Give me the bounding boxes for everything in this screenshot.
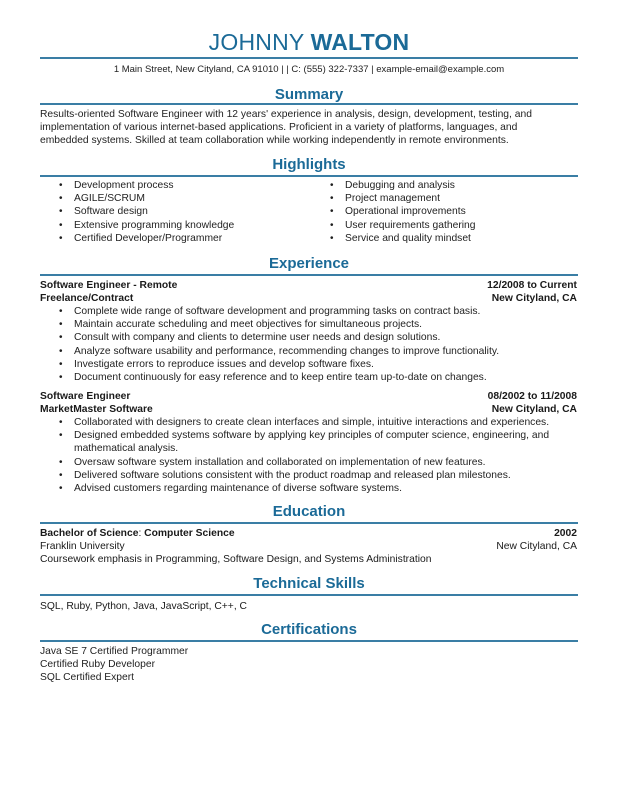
skills-list: SQL, Ruby, Python, Java, JavaScript, C++, C xyxy=(40,601,247,612)
experience-divider xyxy=(40,274,578,276)
job-bullet: • Advised customers regarding maintenance of diverse software systems. xyxy=(43,482,563,495)
certification-item: Java SE 7 Certified Programmer xyxy=(40,646,189,657)
job-bullet: • Investigate errors to reproduce issues and develop software fixes. xyxy=(43,358,583,371)
section-heading-summary: Summary xyxy=(274,86,344,103)
section-heading-certifications: Certifications xyxy=(261,621,357,638)
highlights-left-list xyxy=(43,179,234,245)
certification-item: Certified Ruby Developer xyxy=(40,659,156,671)
highlights-right-list xyxy=(314,179,476,245)
job-location: New Cityland, CA xyxy=(491,293,577,304)
first-name: JOHNNY xyxy=(208,29,305,55)
job-location: New Cityland, CA xyxy=(491,404,577,415)
job-bullet: • Analyze software usability and performance, recommending changes to improve functionality. xyxy=(43,345,583,358)
summary-divider xyxy=(40,103,578,105)
summary-line: implementation of various internet-based applications. Proficient in a variety of platforms, languages, and xyxy=(40,122,518,134)
section-heading-education: Education xyxy=(272,503,346,520)
certification-item: SQL Certified Expert xyxy=(40,672,135,684)
header-divider xyxy=(40,57,578,59)
highlight-item: • Project management xyxy=(314,192,476,205)
job-dates: 12/2008 to Current xyxy=(487,280,577,291)
school-location: New Cityland, CA xyxy=(496,541,577,552)
job-bullet: • Delivered software solutions consistent with the product roadmap and released plan milestones. xyxy=(43,469,563,482)
graduation-year: 2002 xyxy=(554,528,577,539)
coursework: Coursework emphasis in Programming, Software Design, and Systems Administration xyxy=(40,554,432,565)
job-dates: 08/2002 to 11/2008 xyxy=(487,391,577,402)
degree: Bachelor of Science: Computer Science xyxy=(40,528,235,539)
job-bullet: • Document continuously for easy reference and to keep entire team up-to-date on changes. xyxy=(43,371,583,384)
job-title: Software Engineer - Remote xyxy=(40,280,178,291)
highlight-item: • Software design xyxy=(43,205,234,218)
job-bullet: • Consult with company and clients to determine user needs and design solutions. xyxy=(43,331,583,344)
section-heading-skills: Technical Skills xyxy=(253,575,365,592)
highlight-item: • AGILE/SCRUM xyxy=(43,192,234,205)
highlight-item: • Development process xyxy=(43,179,234,192)
contact-info: 1 Main Street, New Cityland, CA 91010 | | C: (555) 322-7337 | example-email@example.com xyxy=(113,64,505,75)
job-company: MarketMaster Software xyxy=(40,404,153,415)
candidate-name xyxy=(0,28,618,56)
job-company: Freelance/Contract xyxy=(40,293,134,304)
job-bullet-list xyxy=(43,305,583,384)
job-bullet: • Maintain accurate scheduling and meet objectives for simultaneous projects. xyxy=(43,318,583,331)
highlights-divider xyxy=(40,175,578,177)
last-name: WALTON xyxy=(310,29,410,55)
certifications-list xyxy=(40,645,580,685)
highlight-item: • Debugging and analysis xyxy=(314,179,476,192)
summary-text xyxy=(40,108,580,148)
certifications-divider xyxy=(40,640,578,642)
school-name: Franklin University xyxy=(40,541,125,552)
job-bullet: • Designed embedded systems software by applying key principles of computer science, engineering, and mathematical analysis. xyxy=(43,429,563,455)
highlight-item: • Certified Developer/Programmer xyxy=(43,232,234,245)
job-bullet: • Oversaw software system installation and collaborated on implementation of new features. xyxy=(43,456,563,469)
job-bullet-list xyxy=(43,416,563,495)
job-bullet: • Collaborated with designers to create clean interfaces and simple, intuitive interactions and experiences. xyxy=(43,416,563,429)
section-heading-highlights: Highlights xyxy=(272,156,346,173)
highlight-item: • User requirements gathering xyxy=(314,219,476,232)
highlight-item: • Operational improvements xyxy=(314,205,476,218)
summary-line: embedded systems. Skilled at team collaboration while working independently in remote environments. xyxy=(40,135,509,147)
highlight-item: • Extensive programming knowledge xyxy=(43,219,234,232)
job-title: Software Engineer xyxy=(40,391,131,402)
highlight-item: • Service and quality mindset xyxy=(314,232,476,245)
skills-divider xyxy=(40,594,578,596)
summary-line: Results-oriented Software Engineer with 12 years' experience in analysis, design, development, testing, and xyxy=(40,109,532,120)
education-divider xyxy=(40,522,578,524)
section-heading-experience: Experience xyxy=(268,255,350,272)
job-bullet: • Complete wide range of software development and programming tasks on contract basis. xyxy=(43,305,583,318)
